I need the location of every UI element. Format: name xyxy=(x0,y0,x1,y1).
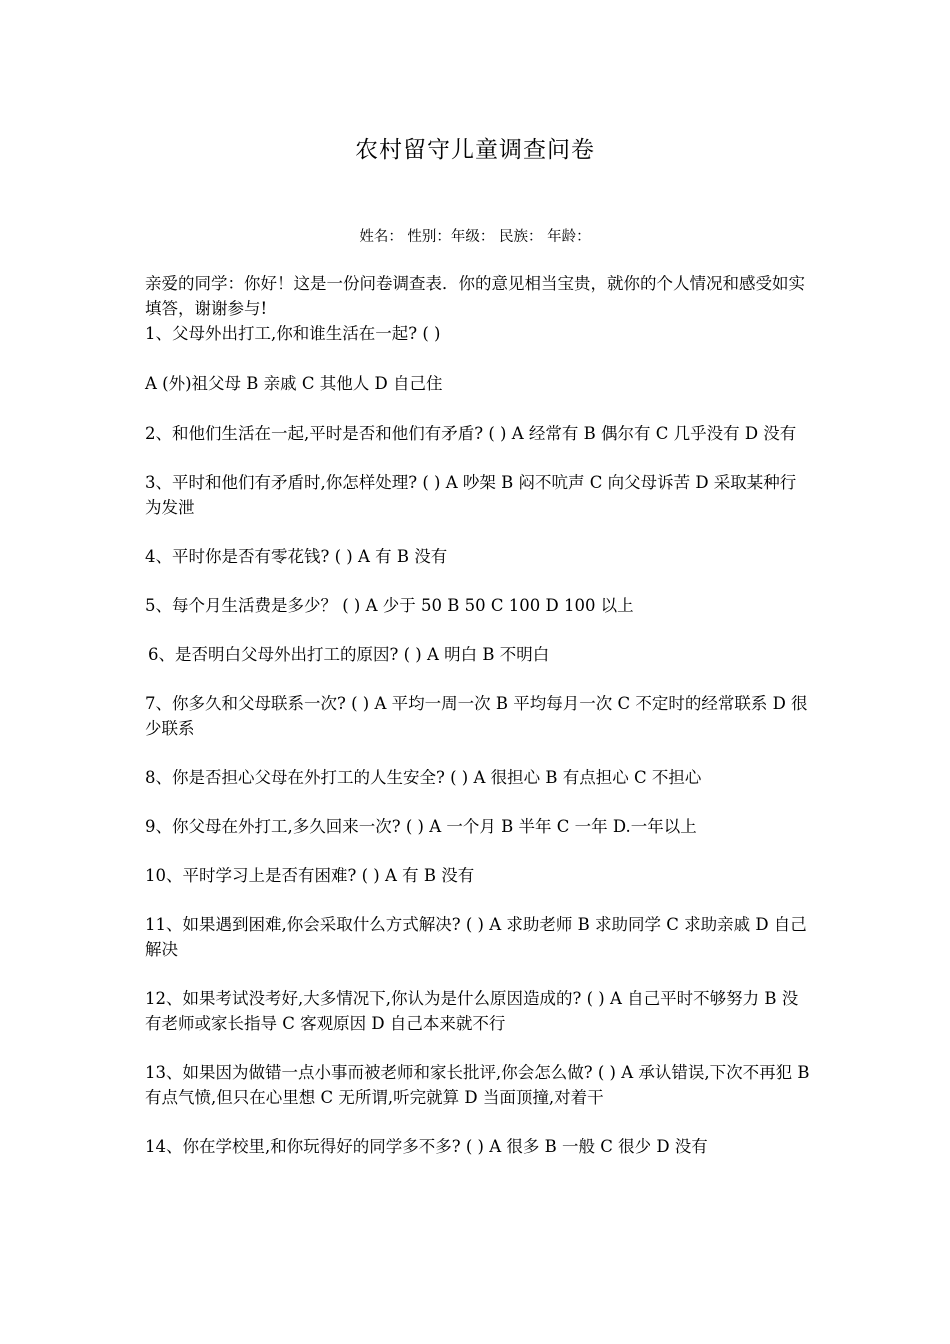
question-14: 14、你在学校里,和你玩得好的同学多不多? ( ) A 很多 B 一般 C 很少 D 没有 xyxy=(145,1137,708,1156)
question-4: 4、平时你是否有零花钱? ( ) A 有 B 没有 xyxy=(145,547,448,566)
question-7: 7、你多久和父母联系一次? ( ) A 平均一周一次 B 平均每月一次 C 不定时的经常联系 D 很少联系 xyxy=(145,694,808,738)
question-6: 6、是否明白父母外出打工的原因? ( ) A 明白 B 不明白 xyxy=(148,645,550,664)
respondent-info-line: 姓名： 性别：年级： 民族： 年龄： xyxy=(359,229,591,245)
question-10: 10、平时学习上是否有困难? ( ) A 有 B 没有 xyxy=(145,866,475,885)
question-1: 1、父母外出打工,你和谁生活在一起? ( ) xyxy=(145,324,441,343)
question-8: 8、你是否担心父母在外打工的人生安全? ( ) A 很担心 B 有点担心 C 不担心 xyxy=(145,768,702,787)
question-2: 2、和他们生活在一起,平时是否和他们有矛盾? ( ) A 经常有 B 偶尔有 C 几乎没有 D 没有 xyxy=(145,424,797,443)
document-title: 农村留守儿童调查问卷 xyxy=(355,137,595,163)
intro-paragraph: 亲爱的同学：你好！这是一份问卷调查表．你的意见相当宝贵，就你的个人情况和感受如实填答，谢谢参与! xyxy=(145,274,805,318)
question-12: 12、如果考试没考好,大多情况下,你认为是什么原因造成的? ( ) A 自己平时不够努力 B 没有老师或家长指导 C 客观原因 D 自己本来就不行 xyxy=(145,989,799,1033)
question-1-options: A (外)祖父母 B 亲戚 C 其他人 D 自己住 xyxy=(145,374,443,393)
question-3: 3、平时和他们有矛盾时,你怎样处理? ( ) A 吵架 B 闷不吭声 C 向父母诉苦 D 采取某种行为发泄 xyxy=(145,473,797,517)
question-5: 5、每个月生活费是多少？ ( ) A 少于 50 B 50 C 100 D 100 以上 xyxy=(145,596,634,615)
question-9: 9、你父母在外打工,多久回来一次? ( ) A 一个月 B 半年 C 一年 D.一年以上 xyxy=(145,817,697,836)
questionnaire-body xyxy=(145,271,810,1183)
question-11: 11、如果遇到困难,你会采取什么方式解决? ( ) A 求助老师 B 求助同学 C 求助亲戚 D 自己解决 xyxy=(145,915,807,959)
question-13: 13、如果因为做错一点小事而被老师和家长批评,你会怎么做? ( ) A 承认错误,下次不再犯 B 有点气愤,但只在心里想 C 无所谓,听完就算 D 当面顶撞,对着干 xyxy=(145,1063,810,1107)
